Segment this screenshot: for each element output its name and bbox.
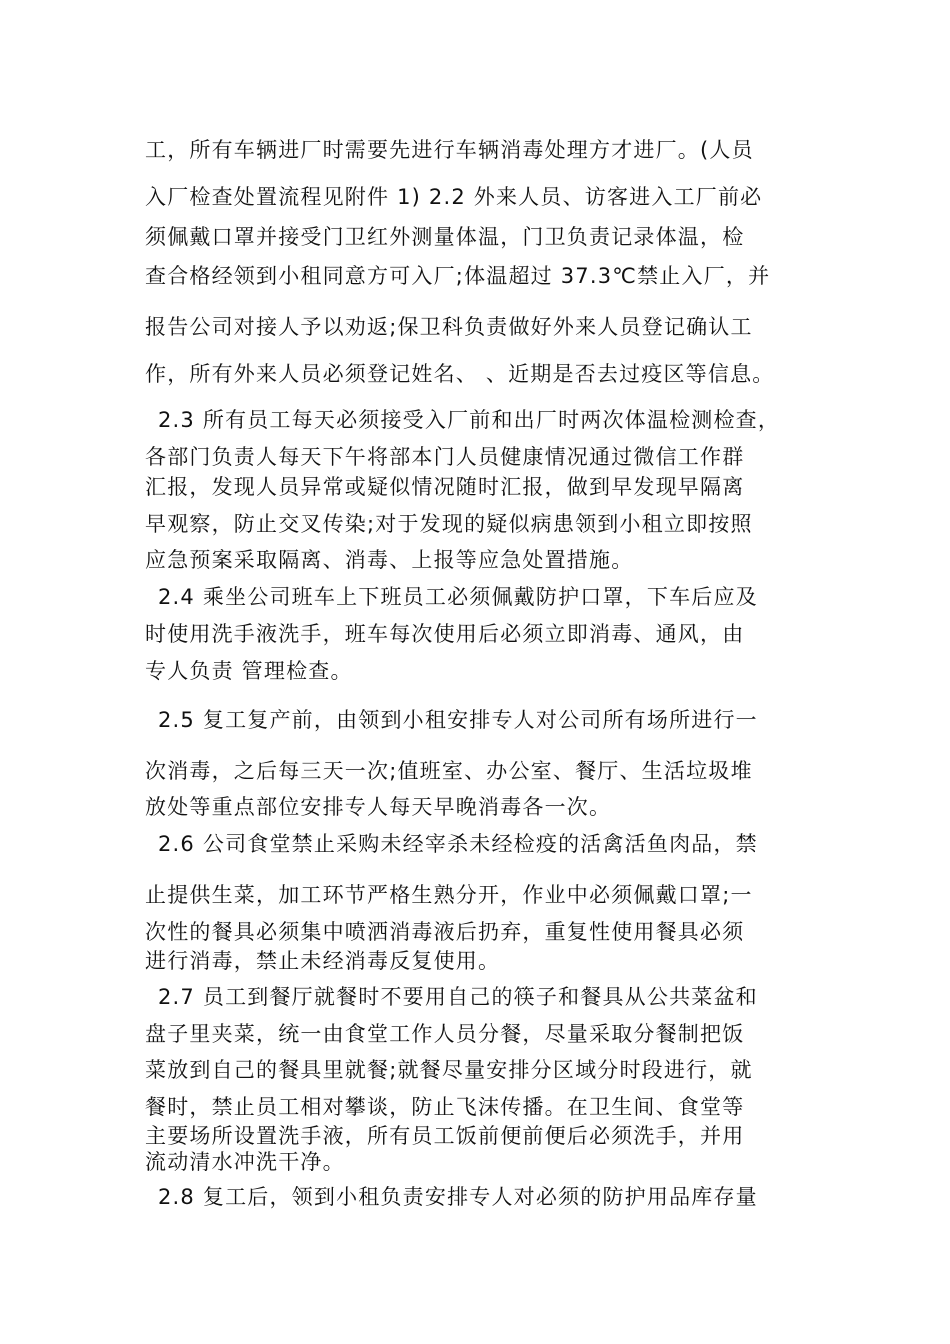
text-line: 盘子里夹菜，统一由食堂工作人员分餐，尽量采取分餐制把饭 <box>145 1022 745 1046</box>
text-line: 查合格经领到小租同意方可入厂;体温超过 37.3℃禁止入厂，并 <box>145 264 771 288</box>
text-line: 2.6 公司食堂禁止采购未经宰杀未经检疫的活禽活鱼肉品，禁 <box>158 832 758 856</box>
text-line: 菜放到自己的餐具里就餐;就餐尽量安排分区域分时段进行，就 <box>145 1058 753 1082</box>
text-line: 次性的餐具必须集中喷洒消毒液后扔弃，重复性使用餐具必须 <box>145 920 745 944</box>
text-line: 2.3 所有员工每天必须接受入厂前和出厂时两次体温检测检查， <box>158 408 781 432</box>
text-line: 各部门负责人每天下午将部本门人员健康情况通过微信工作群 <box>145 445 745 469</box>
text-line: 次消毒，之后每三天一次;值班室、办公室、餐厅、生活垃圾堆 <box>145 759 753 783</box>
text-line: 2.4 乘坐公司班车上下班员工必须佩戴防护口罩，下车后应及 <box>158 585 758 609</box>
text-line: 止提供生菜，加工环节严格生熟分开，作业中必须佩戴口罩;一 <box>145 883 753 907</box>
text-line: 2.5 复工复产前，由领到小租安排专人对公司所有场所进行一 <box>158 708 758 732</box>
text-line: 早观察，防止交叉传染;对于发现的疑似病患领到小租立即按照 <box>145 512 753 536</box>
text-line: 放处等重点部位安排专人每天早晚消毒各一次。 <box>145 795 612 819</box>
text-line: 2.7 员工到餐厅就餐时不要用自己的筷子和餐具从公共菜盆和 <box>158 985 758 1009</box>
text-line: 餐时，禁止员工相对攀谈，防止飞沫传播。在卫生间、食堂等 <box>145 1095 745 1119</box>
text-line: 应急预案采取隔离、消毒、上报等应急处置措施。 <box>145 548 634 572</box>
text-line: 2.8 复工后，领到小租负责安排专人对必须的防护用品库存量 <box>158 1185 758 1209</box>
text-line: 汇报，发现人员异常或疑似情况随时汇报，做到早发现早隔离 <box>145 475 745 499</box>
text-line: 时使用洗手液洗手，班车每次使用后必须立即消毒、通风，由 <box>145 622 745 646</box>
text-line: 须佩戴口罩并接受门卫红外测量体温，门卫负责记录体温，检 <box>145 225 745 249</box>
text-line: 专人负责 管理检查。 <box>145 659 353 683</box>
text-line: 流动清水冲洗干净。 <box>145 1150 345 1174</box>
text-line: 入厂检查处置流程见附件 1) 2.2 外来人员、访客进入工厂前必 <box>145 185 763 209</box>
text-line: 报告公司对接人予以劝返;保卫科负责做好外来人员登记确认工 <box>145 315 753 339</box>
text-line: 进行消毒，禁止未经消毒反复使用。 <box>145 949 501 973</box>
text-line: 主要场所设置洗手液，所有员工饭前便前便后必须洗手，并用 <box>145 1124 745 1148</box>
text-line: 工，所有车辆进厂时需要先进行车辆消毒处理方才进厂。(人员 <box>145 138 754 162</box>
text-line: 作，所有外来人员必须登记姓名、 、近期是否去过疫区等信息。 <box>145 362 775 386</box>
